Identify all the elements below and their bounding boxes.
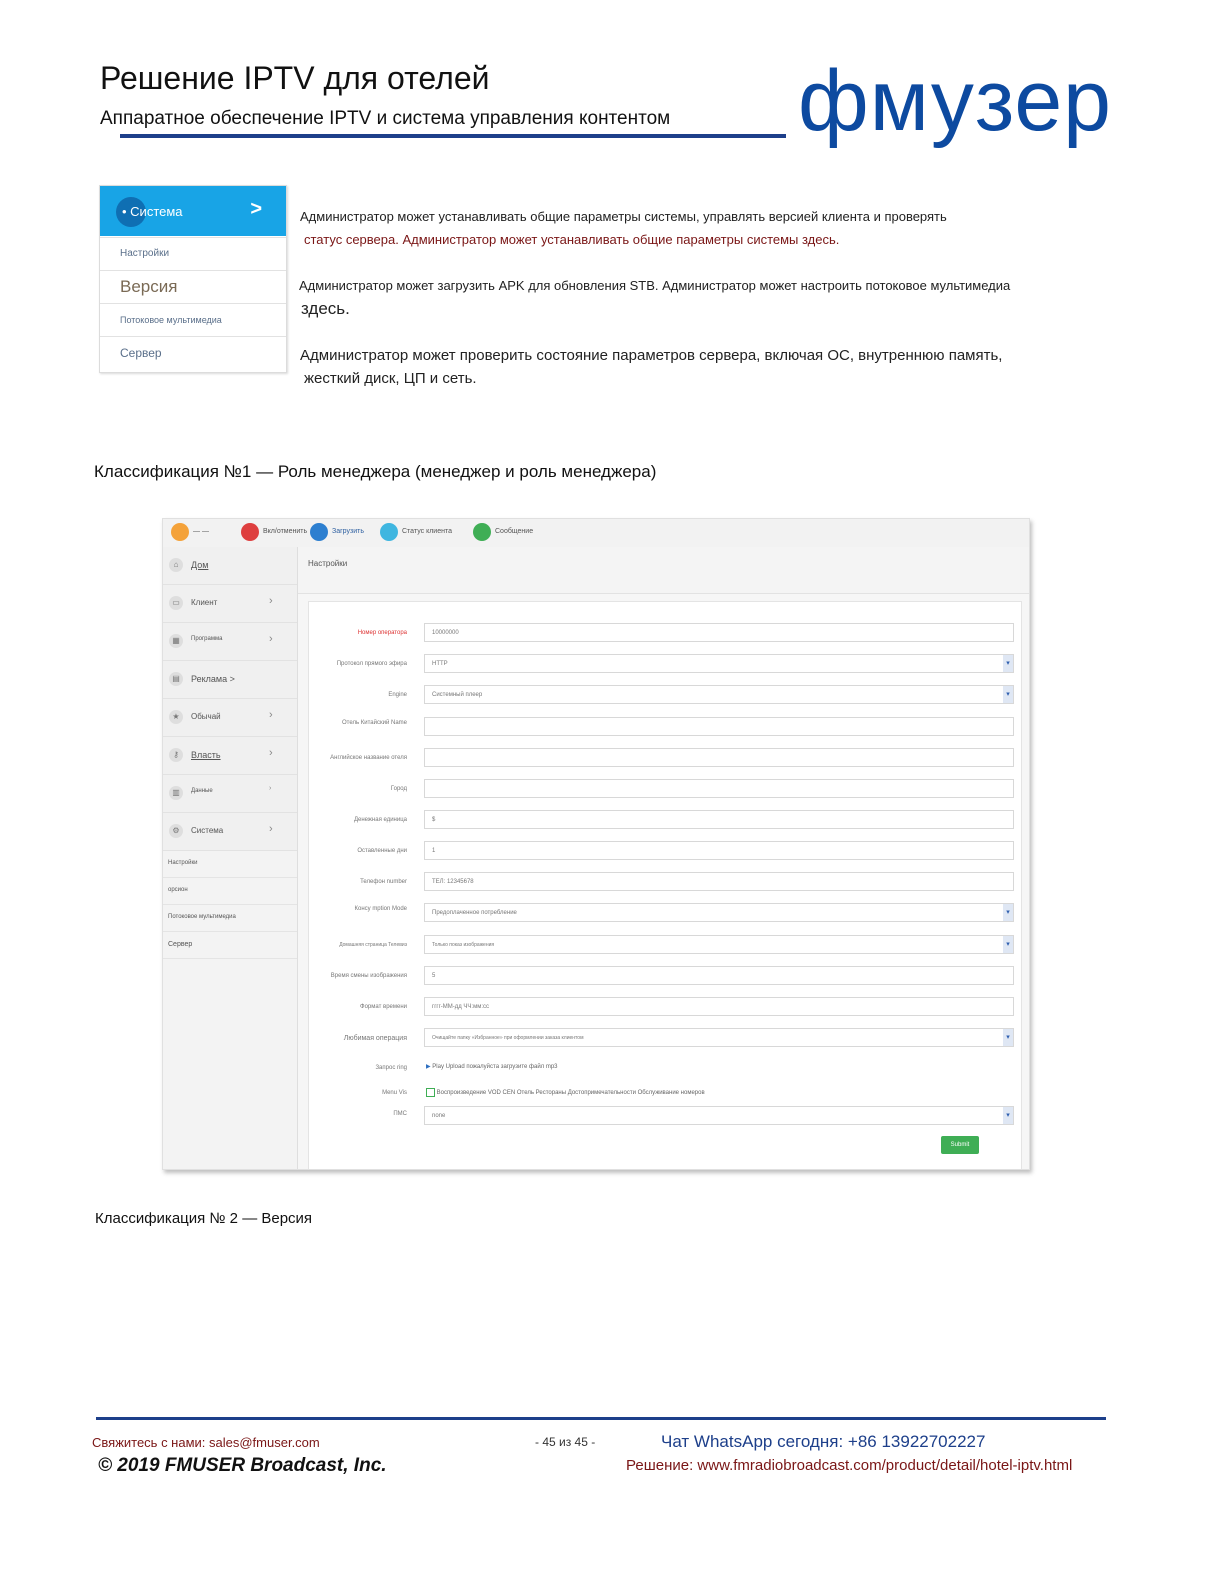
- chevron-down-icon: ▾: [1003, 686, 1013, 703]
- chevron-right-icon: ›: [269, 595, 273, 607]
- power-icon: [241, 523, 259, 541]
- phone-input[interactable]: ТЕЛ: 12345678: [424, 872, 1014, 891]
- currency-input[interactable]: $: [424, 810, 1014, 829]
- grid-icon: ▦: [169, 634, 183, 648]
- subnav-version[interactable]: орсион: [163, 878, 297, 905]
- nav-ads[interactable]: ▤ Реклама >: [163, 661, 297, 699]
- header-divider: [120, 134, 786, 138]
- footer-divider: [96, 1417, 1106, 1420]
- chart-icon: ▥: [169, 786, 183, 800]
- hotel-chinese-name-input[interactable]: [424, 717, 1014, 736]
- description-server-line2: жесткий диск, ЦП и сеть.: [304, 370, 477, 387]
- system-menu-item-settings[interactable]: Настройки: [100, 237, 286, 271]
- time-format-input[interactable]: гггг-ММ-дд ЧЧ:мм:сс: [424, 997, 1014, 1016]
- system-menu-item-version[interactable]: Версия: [100, 270, 286, 304]
- description-system-line1: Администратор может устанавливать общие параметры системы, управлять версией клиента и проверять: [300, 209, 947, 224]
- system-menu-item-streaming[interactable]: Потоковое мультимедиа: [100, 303, 286, 337]
- footer-solution-link[interactable]: Решение: www.fmradiobroadcast.com/product/detail/hotel-iptv.html: [626, 1457, 1073, 1474]
- upload-icon: [310, 523, 328, 541]
- settings-form: Номер оператора 10000000 Протокол прямого эфира HTTP ▾ Engine Системный плеер ▾ Отель Китайский Name Английское название отеля Город Денежная единица $ Оставленные дни 1 Телефон number ТЕЛ: 12345678 Консу mption Mode Предоплаченное потребление ▾ Домашняя страница Телевиз Только показ изображения ▾ Время смены изображения 5 Формат времени гггг-ММ-дд ЧЧ:мм:сс Любимая операция Очищайте папку «Избранное» при оформлении заказа клиентом ▾ Запрос ring ▶ Play Upload пожалуйста загрузите файл mp3 Menu Vis Воспроизведение VOD CEN Отель Рестораны Достопримечательности Обслуживание номеров ПМС none ▾ Submit: [308, 601, 1022, 1170]
- description-version-line2: здесь.: [301, 299, 350, 318]
- chevron-right-icon: ›: [269, 823, 273, 835]
- subnav-streaming[interactable]: Потоковое мультимедиа: [163, 905, 297, 932]
- star-icon: ★: [169, 710, 183, 724]
- image-interval-input[interactable]: 5: [424, 966, 1014, 985]
- monitor-icon: [380, 523, 398, 541]
- footer-copyright: © 2019 FMUSER Broadcast, Inc.: [98, 1455, 387, 1476]
- chat-icon: [473, 523, 491, 541]
- section-heading-2: Классификация № 2 — Версия: [95, 1210, 313, 1227]
- operator-number-input[interactable]: 10000000: [424, 623, 1014, 642]
- monitor-icon: ▭: [169, 596, 183, 610]
- nav-power[interactable]: ⚷ Власть ›: [163, 737, 297, 775]
- content-title: Настройки: [308, 559, 348, 568]
- menu-visibility-options[interactable]: Воспроизведение VOD CEN Отель Рестораны Достопримечательности Обслуживание номеров: [426, 1088, 705, 1097]
- nav-system[interactable]: ⚙ Система ›: [163, 813, 297, 851]
- gear-icon: ⚙: [169, 824, 183, 838]
- chevron-down-icon: ▾: [1003, 904, 1013, 921]
- ad-icon: ▤: [169, 672, 183, 686]
- content-header: [298, 547, 1029, 594]
- nav-client[interactable]: ▭ Клиент ›: [163, 585, 297, 623]
- footer-contact[interactable]: Свяжитесь с нами: sales@fmuser.com: [92, 1435, 320, 1450]
- nav-program[interactable]: ▦ Программа ›: [163, 623, 297, 661]
- nav-data[interactable]: ▥ Данные ›: [163, 775, 297, 813]
- system-menu-card: [99, 185, 287, 373]
- nav-custom[interactable]: ★ Обычай ›: [163, 699, 297, 737]
- chevron-right-icon: >: [250, 198, 262, 220]
- system-menu-header[interactable]: [100, 186, 286, 236]
- chevron-down-icon: ▾: [1003, 655, 1013, 672]
- city-input[interactable]: [424, 779, 1014, 798]
- tv-home-select[interactable]: Только показ изображения ▾: [424, 935, 1014, 954]
- subnav-server[interactable]: Сервер: [163, 932, 297, 959]
- description-system-line2: статус сервера. Администратор может устанавливать общие параметры системы здесь.: [304, 232, 840, 247]
- section-heading-1: Классификация №1 — Роль менеджера (менеджер и роль менеджера): [94, 462, 657, 481]
- key-icon: ⚷: [169, 748, 183, 762]
- description-server-line1: Администратор может проверить состояние параметров сервера, включая ОС, внутреннюю память,: [300, 347, 1003, 364]
- ring-upload[interactable]: ▶ Play Upload пожалуйста загрузите файл mp3: [426, 1064, 558, 1070]
- play-icon: ▶: [426, 1064, 431, 1070]
- chevron-right-icon: ›: [269, 785, 272, 792]
- footer-whatsapp[interactable]: Чат WhatsApp сегодня: +86 13922702227: [661, 1432, 986, 1451]
- chevron-right-icon: ›: [269, 709, 273, 721]
- engine-select[interactable]: Системный плеер ▾: [424, 685, 1014, 704]
- chevron-down-icon: ▾: [1003, 1107, 1013, 1124]
- system-menu-item-server[interactable]: Сервер: [100, 336, 286, 370]
- subnav-settings[interactable]: Настройки: [163, 851, 297, 878]
- system-menu-header-label: • Система: [122, 204, 183, 219]
- protocol-select[interactable]: HTTP ▾: [424, 654, 1014, 673]
- favorites-select[interactable]: Очищайте папку «Избранное» при оформлении заказа клиентом ▾: [424, 1028, 1014, 1047]
- home-icon: ⌂: [169, 558, 183, 572]
- brand-logo: фмузер: [798, 53, 1112, 149]
- chevron-down-icon: ▾: [1003, 936, 1013, 953]
- checkbox-icon[interactable]: [426, 1088, 435, 1097]
- admin-screenshot: [162, 518, 1030, 1170]
- chevron-right-icon: ›: [269, 633, 273, 645]
- document-subtitle: Аппаратное обеспечение IPTV и система управления контентом: [100, 108, 671, 129]
- submit-button[interactable]: Submit: [941, 1136, 979, 1154]
- footer-page-number: - 45 из 45 -: [535, 1435, 596, 1449]
- hotel-english-name-input[interactable]: [424, 748, 1014, 767]
- clipboard-icon: [171, 523, 189, 541]
- chevron-down-icon: ▾: [1003, 1029, 1013, 1046]
- description-version-line1: Администратор может загрузить APK для обновления STB. Администратор может настроить потоковое мультимедиа: [299, 278, 1011, 293]
- admin-sidebar: [163, 547, 298, 1169]
- nav-home[interactable]: ⌂ Дом: [163, 547, 297, 585]
- document-title: Решение IPTV для отелей: [100, 60, 490, 96]
- admin-toolbar: — — Вкл/отменить Загрузить Статус клиента Сообщение: [163, 519, 1029, 548]
- consumption-mode-select[interactable]: Предоплаченное потребление ▾: [424, 903, 1014, 922]
- chevron-right-icon: ›: [269, 747, 273, 759]
- pms-select[interactable]: none ▾: [424, 1106, 1014, 1125]
- remaining-days-input[interactable]: 1: [424, 841, 1014, 860]
